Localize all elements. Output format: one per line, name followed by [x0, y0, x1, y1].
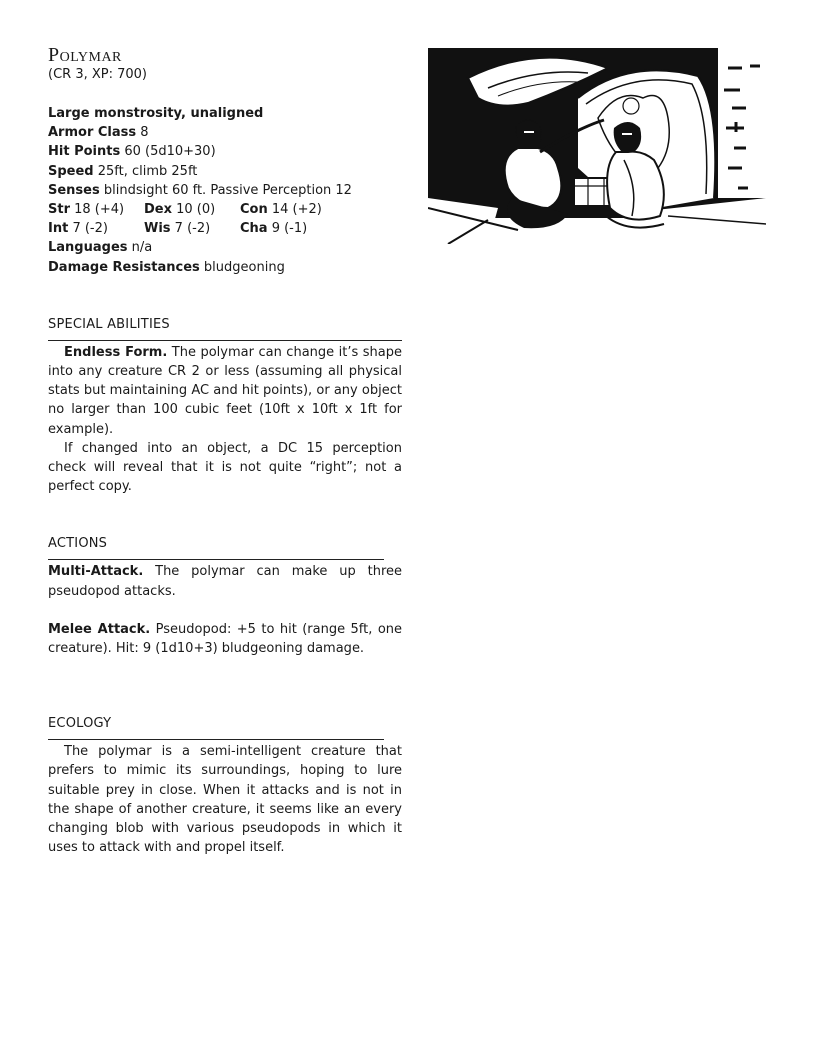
endless-form-name: Endless Form. — [64, 344, 168, 360]
ability-dex — [144, 200, 240, 219]
armor-class-label: Armor Class — [48, 125, 137, 141]
cha-value: 9 (-1) — [267, 221, 308, 237]
armor-class-value: 8 — [136, 125, 149, 141]
languages-line — [48, 238, 402, 257]
cha-label: Cha — [240, 221, 268, 237]
ability-int — [48, 219, 144, 238]
stat-block — [48, 44, 402, 857]
hit-points-value: 60 (5d10+30) — [120, 144, 216, 160]
polymar-illustration — [428, 48, 766, 244]
endless-form-paragraph-2: If changed into an object, a DC 15 perception check will reveal that it is not quite “right”; not a perfect copy. — [48, 440, 402, 495]
melee-attack-name: Melee Attack. — [48, 621, 151, 637]
int-label: Int — [48, 221, 69, 237]
languages-label: Languages — [48, 240, 128, 256]
ability-str — [48, 200, 144, 219]
con-label: Con — [240, 202, 268, 218]
melee-attack-text: Pseudopod: +5 to hit (range 5ft, one creature). Hit: 9 (1d10+3) bludgeoning damage. — [48, 621, 403, 657]
hit-points-label: Hit Points — [48, 144, 121, 160]
monster-title: Polymar — [48, 44, 122, 66]
ability-wis — [144, 219, 240, 238]
special-abilities-heading: SPECIAL ABILITIES — [48, 316, 170, 332]
wis-label: Wis — [144, 221, 171, 237]
damage-resistances-label: Damage Resistances — [48, 259, 200, 275]
ecology-heading: ECOLOGY — [48, 716, 112, 732]
type-text: Large monstrosity, unaligned — [48, 106, 264, 121]
int-value: 7 (-2) — [68, 221, 108, 237]
senses-label: Senses — [48, 182, 100, 198]
multi-attack-text: The polymar can make up three pseudopod attacks. — [48, 564, 402, 599]
con-value: 14 (+2) — [267, 202, 322, 218]
damage-resistances-value: bludgeoning — [199, 259, 285, 275]
melee-attack-paragraph — [48, 620, 402, 658]
damage-resistances-line — [48, 258, 402, 277]
ecology-paragraph: The polymar is a semi-intelligent creature that prefers to mimic its surroundings, hoping to lure suitable prey in close. When it attacks and is not in the shape of another creature, it seems like an every changing blob with various pseudopods in which it uses to attack with and propel itself. — [48, 744, 402, 856]
armor-class-line — [48, 123, 402, 142]
ability-con — [240, 200, 322, 219]
actions-heading: ACTIONS — [48, 536, 108, 552]
senses-value: blindsight 60 ft. Passive Perception 12 — [99, 182, 352, 198]
cr-line: (CR 3, XP: 700) — [48, 67, 147, 82]
endless-form-paragraph — [48, 343, 402, 439]
str-label: Str — [48, 202, 70, 218]
senses-line — [48, 181, 402, 200]
ability-cha — [240, 219, 307, 238]
str-value: 18 (+4) — [70, 202, 125, 218]
endless-form-text: The polymar can change it’s shape into any creature CR 2 or less (assuming all physical stats but maintaining AC and hit points), or any object no larger than 100 cubic feet (10ft x 10ft x 1ft for example). — [48, 344, 403, 437]
dex-label: Dex — [144, 202, 172, 218]
languages-value: n/a — [127, 240, 153, 256]
wis-value: 7 (-2) — [170, 221, 211, 237]
ability-row-1 — [48, 200, 402, 219]
speed-value: 25ft, climb 25ft — [93, 163, 198, 179]
dex-value: 10 (0) — [172, 202, 216, 218]
type-line — [48, 104, 402, 123]
multi-attack-name: Multi-Attack. — [48, 564, 144, 580]
speed-label: Speed — [48, 163, 94, 179]
hit-points-line — [48, 142, 402, 161]
speed-line — [48, 162, 402, 181]
ability-row-2 — [48, 219, 402, 238]
multi-attack-paragraph — [48, 562, 402, 600]
